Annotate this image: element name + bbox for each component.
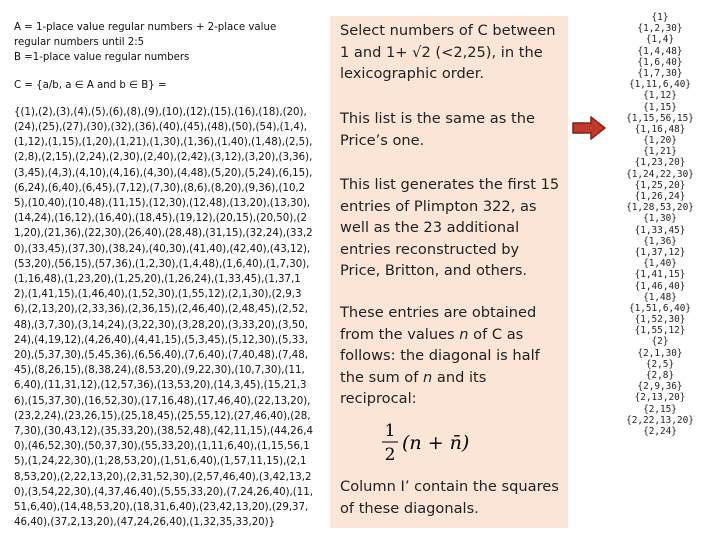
column-entry: {1,15,56,15} (626, 112, 694, 124)
formula-expression: (n + n̄) (402, 432, 470, 454)
variable-n: n (459, 325, 469, 343)
column-entry: {1,7,30} (637, 67, 683, 79)
right-arrow-icon (572, 116, 606, 140)
column-entry: {1,25,20} (634, 179, 686, 191)
diagonal-text-1: These entries are obtained from the values (340, 304, 537, 343)
column-entry: {1,16,48} (634, 123, 686, 135)
column-entry: {2,5} (645, 358, 675, 370)
column-entry: {1,28,53,20} (626, 202, 694, 214)
diagonal-paragraph (340, 302, 564, 410)
column-entry: {1,15} (643, 101, 677, 113)
squares-paragraph: Column I’ contain the squares of these diagonals. (340, 478, 559, 517)
column-entry: {1,26,24} (634, 191, 686, 202)
diagonal-text-3: and its reciprocal: (340, 368, 487, 407)
set-b-definition: B =1-place value regular numbers (14, 52, 190, 64)
column-entry: {1,12} (643, 90, 677, 102)
column-entry: {1,23,20} (634, 157, 686, 169)
column-entry: {2,13,20} (634, 392, 686, 404)
column-entry: {2,22,13,20} (626, 414, 694, 426)
column-entry: {1,21} (643, 146, 677, 158)
left-text-block (14, 20, 314, 531)
column-entry: {1,51,6,40} (628, 302, 692, 314)
column-entry: {2,8} (645, 370, 675, 381)
set-c-list: {(1),(2),(3),(4),(5),(6),(8),(9),(10),(12),(15),(16),(18),(20),(24),(25),(27),(30),(32),(36),(40),(45),(48),(50),(54),(1,4),(1,12),(1,15),(1,20),(1,21),(1,30),(1,36),(1,40),(1,48),(2,5),(2,8),(2,15),(2,24),(2,30),(2,40),(2,42),(3,12),(3,20),(3,36),(3,45),(4,3),(4,10),(4,16),(4,30),(4,48),(5,20),(5,24),(6,15),(6,24),(6,40),(6,45),(7,12),(7,30),(8,6),(8,20),(9,36),(10,25),(10,40),(10,48),(11,15),(12,30),(12,48),(13,20),(13,30),(14,24),(16,12),(16,40),(18,45),(19,12),(20,15),(20,50),(21,20),(21,36),(22,30),(26,40),(28,48),(31,15),(32,24),(33,20),(33,45),(37,30),(38,24),(40,30),(41,40),(42,40),(43,12),(53,20),(56,15),(57,36),(1,2,30),(1,4,48),(1,6,40),(1,7,30),(1,16,48),(1,23,20),(1,25,20),(1,26,24),(1,33,45),(1,37,12),(1,41,15),(1,46,40),(1,52,30),(1,55,12),(2,1,30),(2,9,36),(2,13,20),(2,33,36),(2,36,15),(2,46,40),(2,48,45),(2,52,48),(3,7,30),(3,14,24),(3,22,30),(3,28,20),(3,33,20),(3,50,24),(4,19,12),(4,26,40),(4,41,15),(5,3,45),(5,12,30),(5,33,20),(5,37,30),(5,45,36),(6,56,40),(7,6,40),(7,40,48),(7,48,45),(8,26,15),(8,38,24),(8,53,20),(9,22,30),(10,7,30),(11,6,40),(11,31,12),(12,57,36),(13,53,20),(14,3,45),(15,21,36),(15,37,30),(16,52,30),(17,16,48),(17,46,40),(22,13,20),(23,2,24),(23,26,15),(25,18,45),(25,55,12),(27,46,40),(28,7,30),(30,43,12),(35,33,20),(38,52,48),(42,11,15),(44,26,40),(46,52,30),(50,37,30),(55,33,20),(1,11,6,40),(1,15,56,15),(1,24,22,30),(1,28,53,20),(1,51,6,40),(1,57,11,15),(2,18,53,20),(2,22,13,20),(2,31,52,30),(2,57,46,40),(3,42,13,20),(3,54,22,30),(4,37,46,40),(5,55,33,20),(7,24,26,40),(11,51,6,40),(14,48,53,20),(18,31,6,40),(23,42,13,20),(29,37,46,40),(37,2,13,20),(47,24,26,40),(1,32,35,33,20)} (14, 106, 313, 529)
plimpton-paragraph: This list generates the first 15 entries of Plimpton 322, as well as the 23 additional entries reconstructed by Price, Britton, and others. (340, 176, 560, 279)
column-entry: {1,52,30} (634, 314, 686, 326)
column-entry: {1} (651, 12, 669, 23)
column-entry: {2,9,36} (637, 381, 683, 393)
column-entry: {1,48} (643, 291, 677, 303)
column-entry: {2} (651, 336, 669, 348)
set-a-definition: A = 1-place value regular numbers + 2-place value regular numbers until 2:5 (14, 22, 277, 49)
column-entry: {1,24,22,30} (626, 168, 694, 180)
column-entry: {1,36} (643, 235, 677, 247)
column-entry: {1,30} (643, 213, 677, 225)
column-entry: {2,15} (643, 403, 677, 415)
formula-numerator: 1 (384, 421, 396, 441)
column-entry: {1,46,40} (634, 280, 686, 292)
column-entry: {1,4} (645, 34, 675, 46)
sets-definition (14, 20, 314, 66)
diagonal-formula (380, 418, 500, 466)
ordered-number-column (608, 12, 712, 437)
column-entry: {1,20} (643, 135, 677, 147)
variable-n: n (423, 368, 433, 386)
diagonal-text-2: of C as follows: the diagonal is half the sum of (340, 325, 540, 386)
column-entry: {1,37,12} (634, 246, 686, 258)
selection-paragraph: Select numbers of C between 1 and 1+ √2 (<2,25), in the lexicographic order. (340, 22, 556, 82)
column-entry: {1,4,48} (637, 45, 683, 57)
formula-denominator: 2 (384, 445, 396, 465)
column-entry: {2,1,30} (637, 347, 683, 359)
column-entry: {1,55,12} (634, 325, 686, 337)
column-entry: {1,11,6,40} (628, 79, 692, 91)
column-entry: {1,33,45} (634, 224, 686, 236)
explanation-panel (330, 16, 568, 528)
column-entry: {1,2,30} (637, 23, 683, 35)
set-c-definition: C = {a/b, a ∈ A and b ∈ B} = (14, 79, 167, 91)
column-entry: {2,24} (643, 425, 677, 437)
column-entry: {1,41,15} (634, 269, 686, 281)
price-paragraph: This list is the same as the Price’s one. (340, 110, 535, 149)
column-entry: {1,40} (643, 258, 677, 270)
column-entry: {1,6,40} (637, 56, 683, 68)
